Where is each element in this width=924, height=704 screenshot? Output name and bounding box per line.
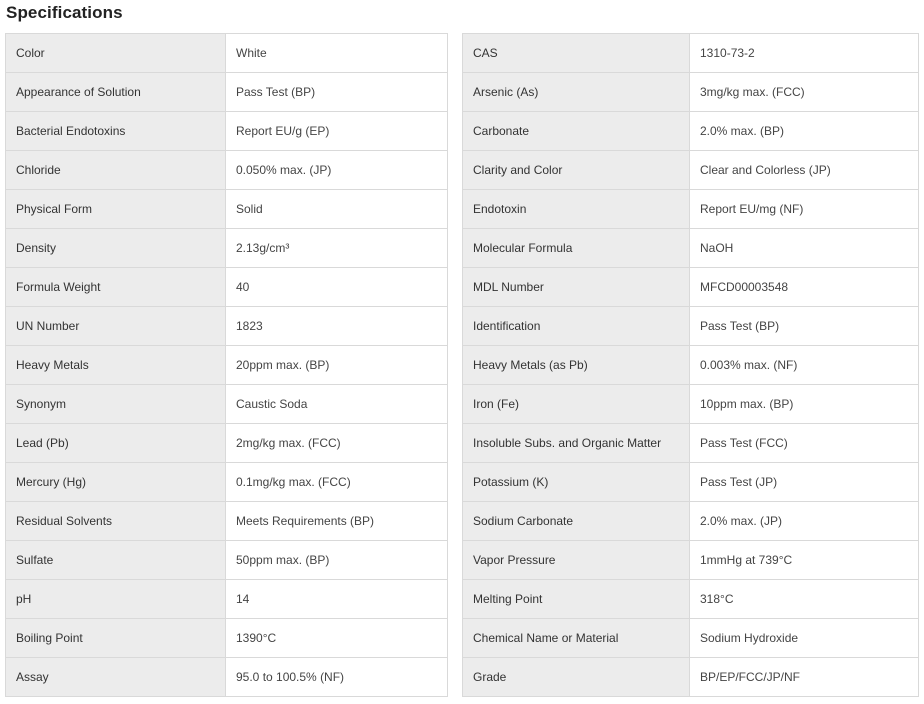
spec-label: Synonym — [6, 385, 226, 424]
spec-label: pH — [6, 580, 226, 619]
spec-value: 2.0% max. (BP) — [690, 112, 919, 151]
spec-label: Lead (Pb) — [6, 424, 226, 463]
spec-label: Iron (Fe) — [463, 385, 690, 424]
spec-row — [463, 190, 919, 229]
spec-label: Vapor Pressure — [463, 541, 690, 580]
spec-label: Physical Form — [6, 190, 226, 229]
spec-label: Chemical Name or Material — [463, 619, 690, 658]
spec-value: 14 — [226, 580, 448, 619]
spec-label: Bacterial Endotoxins — [6, 112, 226, 151]
spec-label: Melting Point — [463, 580, 690, 619]
spec-row — [463, 112, 919, 151]
spec-label: Carbonate — [463, 112, 690, 151]
spec-value: Clear and Colorless (JP) — [690, 151, 919, 190]
spec-row — [463, 229, 919, 268]
spec-row — [463, 307, 919, 346]
spec-row — [6, 151, 448, 190]
spec-row — [6, 268, 448, 307]
spec-value: Pass Test (JP) — [690, 463, 919, 502]
spec-value: 40 — [226, 268, 448, 307]
spec-label: CAS — [463, 34, 690, 73]
spec-row — [6, 424, 448, 463]
spec-value: 95.0 to 100.5% (NF) — [226, 658, 448, 697]
spec-value: Meets Requirements (BP) — [226, 502, 448, 541]
spec-value: 2.0% max. (JP) — [690, 502, 919, 541]
spec-label: Molecular Formula — [463, 229, 690, 268]
spec-row — [6, 463, 448, 502]
spec-label: MDL Number — [463, 268, 690, 307]
spec-value: 1823 — [226, 307, 448, 346]
spec-row — [463, 463, 919, 502]
spec-row — [463, 424, 919, 463]
spec-label: Assay — [6, 658, 226, 697]
spec-value: Report EU/mg (NF) — [690, 190, 919, 229]
spec-value: 20ppm max. (BP) — [226, 346, 448, 385]
spec-value: 2.13g/cm³ — [226, 229, 448, 268]
spec-value: Sodium Hydroxide — [690, 619, 919, 658]
spec-label: Potassium (K) — [463, 463, 690, 502]
spec-value: 3mg/kg max. (FCC) — [690, 73, 919, 112]
specifications-table-right — [462, 33, 919, 697]
spec-row — [6, 346, 448, 385]
spec-label: Density — [6, 229, 226, 268]
spec-label: Heavy Metals — [6, 346, 226, 385]
spec-label: Arsenic (As) — [463, 73, 690, 112]
spec-row — [463, 73, 919, 112]
spec-label: Chloride — [6, 151, 226, 190]
spec-row — [463, 541, 919, 580]
page-title: Specifications — [6, 3, 123, 22]
specifications-table-left — [5, 33, 448, 697]
spec-value: MFCD00003548 — [690, 268, 919, 307]
spec-label: Grade — [463, 658, 690, 697]
spec-label: Sodium Carbonate — [463, 502, 690, 541]
spec-label: Color — [6, 34, 226, 73]
spec-label: Identification — [463, 307, 690, 346]
spec-value: Caustic Soda — [226, 385, 448, 424]
spec-label: UN Number — [6, 307, 226, 346]
spec-value: Pass Test (BP) — [226, 73, 448, 112]
spec-value: 1mmHg at 739°C — [690, 541, 919, 580]
spec-value: BP/EP/FCC/JP/NF — [690, 658, 919, 697]
spec-row — [463, 385, 919, 424]
spec-row — [463, 346, 919, 385]
spec-row — [463, 580, 919, 619]
spec-row — [463, 151, 919, 190]
spec-value: 0.050% max. (JP) — [226, 151, 448, 190]
spec-row — [6, 385, 448, 424]
spec-row — [463, 268, 919, 307]
spec-row — [6, 307, 448, 346]
spec-value: Pass Test (FCC) — [690, 424, 919, 463]
spec-value: Pass Test (BP) — [690, 307, 919, 346]
spec-label: Insoluble Subs. and Organic Matter — [463, 424, 690, 463]
spec-row — [6, 190, 448, 229]
spec-row — [6, 580, 448, 619]
spec-label: Sulfate — [6, 541, 226, 580]
spec-value: Report EU/g (EP) — [226, 112, 448, 151]
spec-value: 0.003% max. (NF) — [690, 346, 919, 385]
spec-value: 2mg/kg max. (FCC) — [226, 424, 448, 463]
spec-value: 1390°C — [226, 619, 448, 658]
spec-value: 50ppm max. (BP) — [226, 541, 448, 580]
spec-row — [6, 229, 448, 268]
spec-label: Residual Solvents — [6, 502, 226, 541]
spec-row — [6, 541, 448, 580]
spec-row — [6, 502, 448, 541]
spec-label: Clarity and Color — [463, 151, 690, 190]
spec-label: Heavy Metals (as Pb) — [463, 346, 690, 385]
spec-value: 318°C — [690, 580, 919, 619]
spec-row — [463, 34, 919, 73]
spec-row — [6, 658, 448, 697]
spec-label: Endotoxin — [463, 190, 690, 229]
spec-row — [463, 658, 919, 697]
spec-value: White — [226, 34, 448, 73]
spec-value: 10ppm max. (BP) — [690, 385, 919, 424]
spec-value: NaOH — [690, 229, 919, 268]
spec-row — [6, 34, 448, 73]
spec-row — [463, 502, 919, 541]
spec-row — [6, 619, 448, 658]
spec-value: 1310-73-2 — [690, 34, 919, 73]
spec-value: 0.1mg/kg max. (FCC) — [226, 463, 448, 502]
spec-row — [6, 73, 448, 112]
spec-value: Solid — [226, 190, 448, 229]
spec-label: Formula Weight — [6, 268, 226, 307]
spec-row — [6, 112, 448, 151]
spec-row — [463, 619, 919, 658]
spec-label: Appearance of Solution — [6, 73, 226, 112]
spec-label: Mercury (Hg) — [6, 463, 226, 502]
spec-label: Boiling Point — [6, 619, 226, 658]
